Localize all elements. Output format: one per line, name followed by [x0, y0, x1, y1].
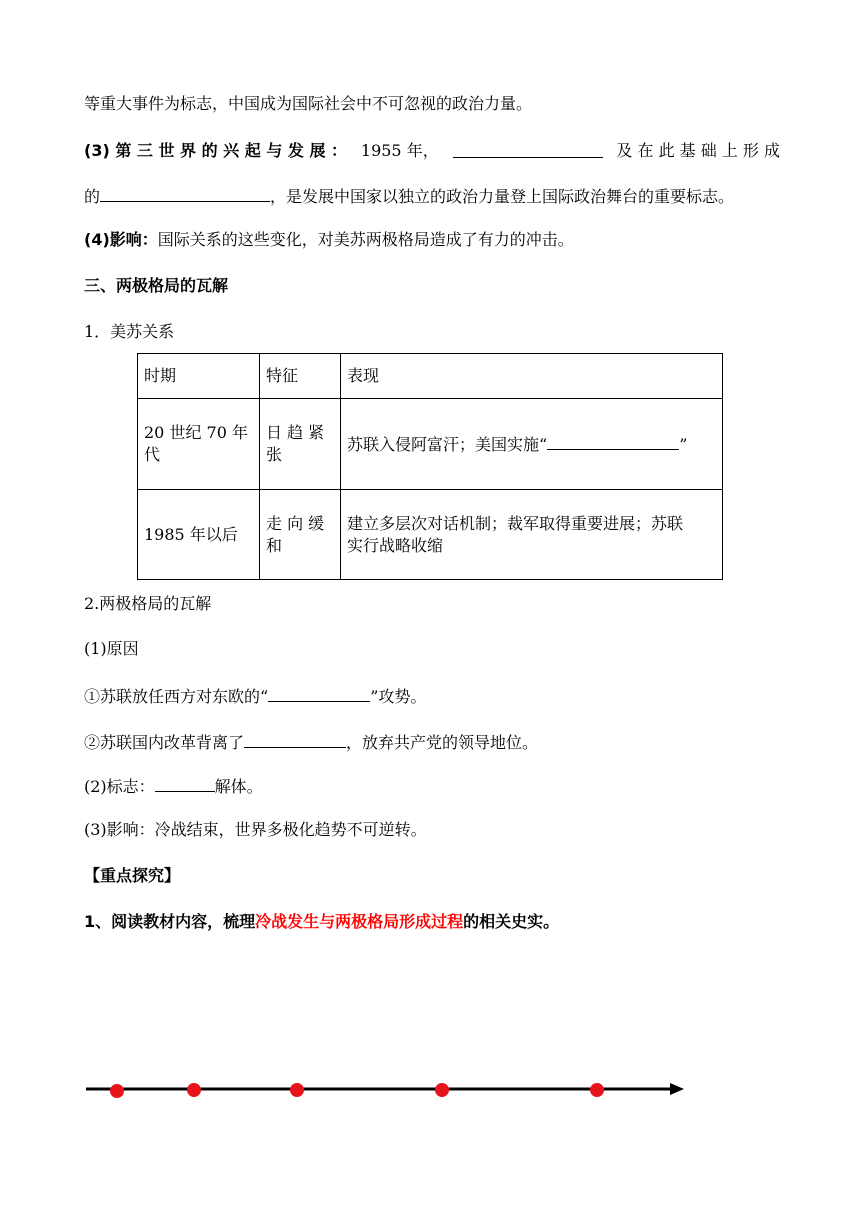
table-row [138, 490, 723, 580]
question-one: 1、阅读教材内容，梳理冷战发生与两极格局形成过程的相关史实。 [84, 912, 560, 931]
cell-detail-afghan: 苏联入侵阿富汗；美国实施“ ” [341, 399, 723, 490]
timeline-dot[interactable] [187, 1083, 201, 1097]
header-feature: 特征 [260, 354, 341, 399]
blank-peaceful-evolution[interactable] [268, 685, 370, 702]
cell-period-70s: 20 世纪 70 年 代 [138, 399, 260, 490]
timeline [0, 1060, 860, 1120]
header-detail: 表现 [341, 354, 723, 399]
impact-label: (4)影响： [84, 230, 158, 249]
timeline-dot[interactable] [110, 1084, 124, 1098]
cell-feature-tense: 日 趋 紧 张 [260, 399, 341, 490]
cause-two: ②苏联国内改革背离了 ，放弃共产党的领导地位。 [84, 733, 539, 752]
subheading-causes: (1)原因 [84, 639, 139, 658]
arrow-head-icon [670, 1083, 684, 1095]
paragraph-third-world [84, 141, 780, 161]
subheading-collapse: 2.两极格局的瓦解 [84, 594, 212, 613]
non-aligned-tail: ，是发展中国家以独立的政治力量登上国际政治舞台的重要标志。 [270, 187, 735, 206]
third-world-tail: 及 在 此 基 础 上 形 成 [616, 141, 780, 160]
sign-line: (2)标志： 解体。 [84, 777, 263, 796]
paragraph-non-aligned [84, 185, 734, 207]
timeline-dot[interactable] [290, 1083, 304, 1097]
cell-period-1985: 1985 年以后 [138, 490, 260, 580]
subheading-us-soviet: 1．美苏关系 [84, 322, 175, 341]
year-1955: 1955 年， [360, 141, 439, 160]
blank-bandung[interactable] [453, 141, 603, 158]
paragraph-impact [84, 230, 574, 250]
section-heading-three: 三、两极格局的瓦解 [84, 276, 229, 295]
highlight-topic: 冷战发生与两极格局形成过程 [255, 912, 464, 931]
impact-text: 国际关系的这些变化，对美苏两极格局造成了有力的冲击。 [157, 230, 574, 249]
text-de: 的 [84, 187, 101, 206]
blank-strategy[interactable] [547, 433, 679, 450]
paragraph-china-force: 等重大事件为标志，中国成为国际社会中不可忽视的政治力量。 [84, 94, 533, 113]
impact-line: (3)影响：冷战结束，世界多极化趋势不可逆转。 [84, 820, 427, 839]
timeline-dot[interactable] [590, 1083, 604, 1097]
timeline-dot[interactable] [435, 1083, 449, 1097]
cell-feature-easing: 走 向 缓 和 [260, 490, 341, 580]
cause-one: ①苏联放任西方对东欧的“ ”攻势。 [84, 687, 427, 706]
blank-non-aligned[interactable] [100, 185, 270, 202]
focus-heading: 【重点探究】 [84, 866, 181, 885]
table-header-row [138, 354, 723, 399]
cell-detail-dialogue: 建立多层次对话机制；裁军取得重要进展；苏联 实行战略收缩 [341, 490, 723, 580]
blank-socialism[interactable] [244, 731, 346, 748]
header-period: 时期 [138, 354, 260, 399]
us-soviet-table [137, 353, 723, 580]
table-row [138, 399, 723, 490]
blank-soviet-union[interactable] [155, 775, 215, 792]
third-world-heading: (3) 第 三 世 界 的 兴 起 与 发 展 ： [84, 141, 348, 160]
